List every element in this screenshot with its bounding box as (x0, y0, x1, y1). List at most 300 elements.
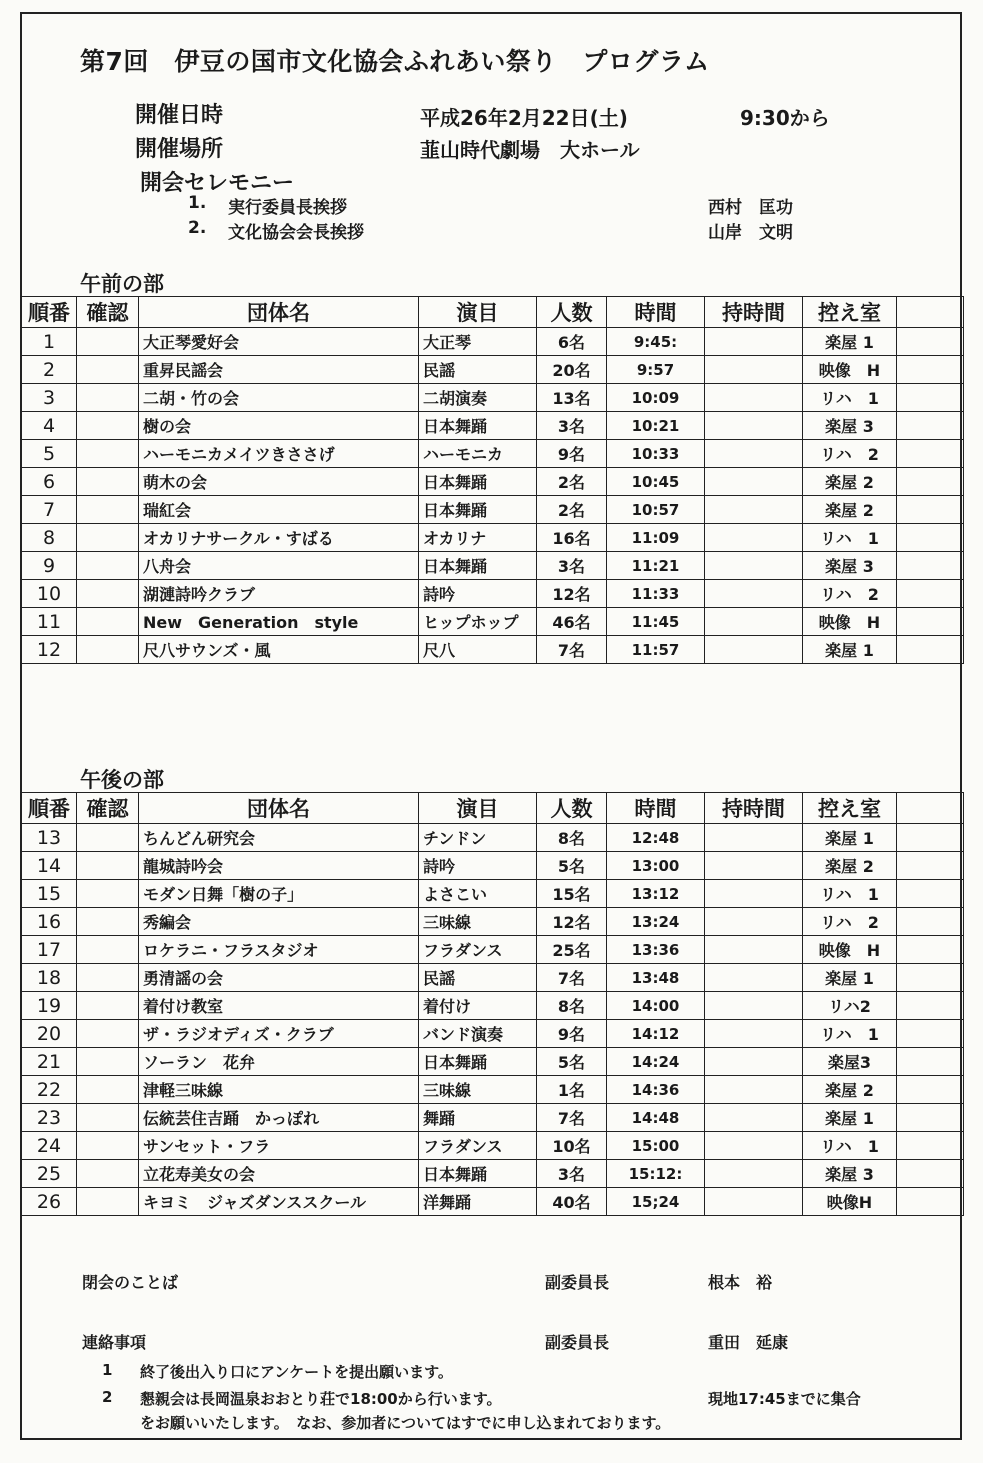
group-name-cell: 樹の会 (139, 412, 419, 440)
place-label: 開催場所 (135, 137, 224, 162)
header-spacer (897, 793, 964, 824)
spacer-cell (897, 328, 964, 356)
time-cell: 9:45: (607, 328, 705, 356)
group-name-cell: モダン日舞「樹の子」 (139, 880, 419, 908)
group-name-cell: 着付け教室 (139, 992, 419, 1020)
duration-cell (705, 1048, 803, 1076)
spacer-cell (897, 412, 964, 440)
program-cell: 三味線 (419, 908, 537, 936)
ceremony-item-label: 実行委員長挨拶 (228, 198, 347, 218)
table-header-row (22, 793, 964, 824)
time-cell: 15;24 (607, 1188, 705, 1216)
member-count-cell: 5名 (537, 1048, 607, 1076)
closing-role: 副委員長 (545, 1273, 610, 1292)
spacer-cell (897, 552, 964, 580)
table-row (22, 636, 964, 664)
table-row (22, 1076, 964, 1104)
order-number-cell: 13 (22, 824, 77, 852)
duration-cell (705, 824, 803, 852)
spacer-cell (897, 1188, 964, 1216)
header-room: 控え室 (803, 793, 897, 824)
spacer-cell (897, 1020, 964, 1048)
member-count-cell: 40名 (537, 1188, 607, 1216)
check-cell (77, 1188, 139, 1216)
afternoon-section-title: 午後の部 (80, 768, 164, 792)
room-cell: 映像 H (803, 936, 897, 964)
time-cell: 10:09 (607, 384, 705, 412)
duration-cell (705, 908, 803, 936)
check-cell (77, 1132, 139, 1160)
group-name-cell: 大正琴愛好会 (139, 328, 419, 356)
header-order: 順番 (22, 793, 77, 824)
room-cell: 楽屋 1 (803, 328, 897, 356)
room-cell: リハ 2 (803, 440, 897, 468)
ceremony-item-no: 2. (188, 218, 207, 238)
note-number: 2 (102, 1388, 113, 1406)
program-cell: 日本舞踊 (419, 468, 537, 496)
room-cell: 楽屋 2 (803, 852, 897, 880)
duration-cell (705, 1104, 803, 1132)
program-cell: フラダンス (419, 936, 537, 964)
time-cell: 13:00 (607, 852, 705, 880)
program-cell: よさこい (419, 880, 537, 908)
group-name-cell: 湖漣詩吟クラブ (139, 580, 419, 608)
time-cell: 13:48 (607, 964, 705, 992)
check-cell (77, 1160, 139, 1188)
duration-cell (705, 852, 803, 880)
member-count-cell: 13名 (537, 384, 607, 412)
room-cell: 楽屋 3 (803, 552, 897, 580)
group-name-cell: 八舟会 (139, 552, 419, 580)
time-cell: 11:09 (607, 524, 705, 552)
member-count-cell: 9名 (537, 1020, 607, 1048)
room-cell: 映像H (803, 1188, 897, 1216)
spacer-cell (897, 608, 964, 636)
group-name-cell: 萌木の会 (139, 468, 419, 496)
group-name-cell: 津軽三味線 (139, 1076, 419, 1104)
program-cell: 着付け (419, 992, 537, 1020)
header-count: 人数 (537, 793, 607, 824)
check-cell (77, 608, 139, 636)
member-count-cell: 2名 (537, 468, 607, 496)
member-count-cell: 2名 (537, 496, 607, 524)
note-text: 懇親会は長岡温泉おおとり荘で18:00から行います。 (140, 1390, 502, 1408)
time-cell: 14:48 (607, 1104, 705, 1132)
member-count-cell: 6名 (537, 328, 607, 356)
program-cell: 民謡 (419, 964, 537, 992)
date-value: 平成26年2月22日(土) (420, 106, 628, 130)
group-name-cell: 勇清謡の会 (139, 964, 419, 992)
duration-cell (705, 384, 803, 412)
table-row (22, 468, 964, 496)
table-row (22, 356, 964, 384)
order-number-cell: 21 (22, 1048, 77, 1076)
order-number-cell: 12 (22, 636, 77, 664)
group-name-cell: 重昇民謡会 (139, 356, 419, 384)
order-number-cell: 25 (22, 1160, 77, 1188)
header-group-name: 団体名 (139, 297, 419, 328)
program-cell: 日本舞踊 (419, 552, 537, 580)
check-cell (77, 552, 139, 580)
program-cell: ハーモニカ (419, 440, 537, 468)
room-cell: 楽屋 1 (803, 1104, 897, 1132)
check-cell (77, 524, 139, 552)
time-cell: 10:45 (607, 468, 705, 496)
table-row (22, 580, 964, 608)
header-spacer (897, 297, 964, 328)
table-row (22, 936, 964, 964)
order-number-cell: 10 (22, 580, 77, 608)
table-row (22, 1160, 964, 1188)
order-number-cell: 5 (22, 440, 77, 468)
member-count-cell: 3名 (537, 412, 607, 440)
contact-person: 重田 延康 (708, 1333, 789, 1352)
header-program: 演目 (419, 297, 537, 328)
order-number-cell: 11 (22, 608, 77, 636)
order-number-cell: 16 (22, 908, 77, 936)
program-cell: バンド演奏 (419, 1020, 537, 1048)
duration-cell (705, 992, 803, 1020)
time-cell: 15:00 (607, 1132, 705, 1160)
group-name-cell: 瑞紅会 (139, 496, 419, 524)
order-number-cell: 7 (22, 496, 77, 524)
program-cell: 詩吟 (419, 852, 537, 880)
group-name-cell: 二胡・竹の会 (139, 384, 419, 412)
closing-label: 閉会のことば (82, 1273, 179, 1292)
room-cell: 楽屋 1 (803, 824, 897, 852)
room-cell: リハ 1 (803, 1132, 897, 1160)
order-number-cell: 15 (22, 880, 77, 908)
order-number-cell: 18 (22, 964, 77, 992)
spacer-cell (897, 524, 964, 552)
header-room: 控え室 (803, 297, 897, 328)
check-cell (77, 936, 139, 964)
order-number-cell: 23 (22, 1104, 77, 1132)
room-cell: 楽屋 2 (803, 1076, 897, 1104)
order-number-cell: 4 (22, 412, 77, 440)
header-check: 確認 (77, 793, 139, 824)
group-name-cell: サンセット・フラ (139, 1132, 419, 1160)
morning-section-title: 午前の部 (80, 272, 164, 296)
member-count-cell: 5名 (537, 852, 607, 880)
table-row (22, 1048, 964, 1076)
duration-cell (705, 936, 803, 964)
duration-cell (705, 1160, 803, 1188)
member-count-cell: 15名 (537, 880, 607, 908)
header-count: 人数 (537, 297, 607, 328)
member-count-cell: 46名 (537, 608, 607, 636)
room-cell: 映像 H (803, 356, 897, 384)
check-cell (77, 636, 139, 664)
program-cell: フラダンス (419, 1132, 537, 1160)
group-name-cell: New Generation style (139, 608, 419, 636)
spacer-cell (897, 1048, 964, 1076)
table-row (22, 964, 964, 992)
duration-cell (705, 524, 803, 552)
group-name-cell: ソーラン 花弁 (139, 1048, 419, 1076)
morning-rows (22, 328, 964, 664)
header-group-name: 団体名 (139, 793, 419, 824)
check-cell (77, 468, 139, 496)
program-cell: オカリナ (419, 524, 537, 552)
room-cell: リハ 1 (803, 384, 897, 412)
table-row (22, 992, 964, 1020)
member-count-cell: 10名 (537, 1132, 607, 1160)
duration-cell (705, 328, 803, 356)
room-cell: 楽屋 2 (803, 496, 897, 524)
ceremony-item-label: 文化協会会長挨拶 (228, 223, 364, 243)
table-row (22, 552, 964, 580)
note-continuation: をお願いいたします。 なお、参加者についてはすでに申し込まれております。 (140, 1414, 671, 1432)
duration-cell (705, 552, 803, 580)
spacer-cell (897, 636, 964, 664)
check-cell (77, 880, 139, 908)
afternoon-program-table (21, 792, 964, 1216)
room-cell: リハ 2 (803, 908, 897, 936)
order-number-cell: 8 (22, 524, 77, 552)
order-number-cell: 24 (22, 1132, 77, 1160)
morning-program-table (21, 296, 964, 664)
group-name-cell: オカリナサークル・すばる (139, 524, 419, 552)
check-cell (77, 852, 139, 880)
table-row (22, 1188, 964, 1216)
order-number-cell: 22 (22, 1076, 77, 1104)
duration-cell (705, 356, 803, 384)
order-number-cell: 3 (22, 384, 77, 412)
spacer-cell (897, 852, 964, 880)
table-row (22, 852, 964, 880)
document-frame (20, 12, 962, 1440)
check-cell (77, 908, 139, 936)
order-number-cell: 1 (22, 328, 77, 356)
duration-cell (705, 496, 803, 524)
header-check: 確認 (77, 297, 139, 328)
room-cell: リハ 1 (803, 1020, 897, 1048)
order-number-cell: 6 (22, 468, 77, 496)
group-name-cell: 伝統芸住吉踊 かっぽれ (139, 1104, 419, 1132)
duration-cell (705, 964, 803, 992)
room-cell: 映像 H (803, 608, 897, 636)
duration-cell (705, 1076, 803, 1104)
header-program: 演目 (419, 793, 537, 824)
time-cell: 14:24 (607, 1048, 705, 1076)
member-count-cell: 12名 (537, 580, 607, 608)
room-cell: リハ2 (803, 992, 897, 1020)
header-time: 時間 (607, 297, 705, 328)
duration-cell (705, 1020, 803, 1048)
check-cell (77, 1076, 139, 1104)
duration-cell (705, 412, 803, 440)
spacer-cell (897, 880, 964, 908)
order-number-cell: 20 (22, 1020, 77, 1048)
time-cell: 13:12 (607, 880, 705, 908)
duration-cell (705, 1188, 803, 1216)
member-count-cell: 8名 (537, 824, 607, 852)
order-number-cell: 26 (22, 1188, 77, 1216)
time-cell: 10:33 (607, 440, 705, 468)
duration-cell (705, 1132, 803, 1160)
ceremony-item-no: 1. (188, 193, 207, 213)
spacer-cell (897, 1076, 964, 1104)
member-count-cell: 3名 (537, 1160, 607, 1188)
group-name-cell: 尺八サウンズ・風 (139, 636, 419, 664)
program-cell: 日本舞踊 (419, 1048, 537, 1076)
group-name-cell: キヨミ ジャズダンススクール (139, 1188, 419, 1216)
program-cell: 三味線 (419, 1076, 537, 1104)
spacer-cell (897, 1104, 964, 1132)
order-number-cell: 17 (22, 936, 77, 964)
table-row (22, 384, 964, 412)
afternoon-rows (22, 824, 964, 1216)
spacer-cell (897, 468, 964, 496)
time-cell: 11:21 (607, 552, 705, 580)
time-cell: 14:12 (607, 1020, 705, 1048)
member-count-cell: 20名 (537, 356, 607, 384)
spacer-cell (897, 580, 964, 608)
room-cell: 楽屋3 (803, 1048, 897, 1076)
time-cell: 13:36 (607, 936, 705, 964)
table-row (22, 328, 964, 356)
time-cell: 11:57 (607, 636, 705, 664)
table-row (22, 440, 964, 468)
table-row (22, 524, 964, 552)
table-row (22, 1104, 964, 1132)
spacer-cell (897, 936, 964, 964)
header-duration: 持時間 (705, 793, 803, 824)
order-number-cell: 9 (22, 552, 77, 580)
group-name-cell: ハーモニカメイツきささげ (139, 440, 419, 468)
program-cell: 舞踊 (419, 1104, 537, 1132)
table-row (22, 824, 964, 852)
member-count-cell: 25名 (537, 936, 607, 964)
note-text: 終了後出入り口にアンケートを提出願います。 (140, 1363, 453, 1381)
check-cell (77, 440, 139, 468)
time-cell: 11:33 (607, 580, 705, 608)
room-cell: リハ 1 (803, 880, 897, 908)
contact-role: 副委員長 (545, 1333, 610, 1352)
member-count-cell: 8名 (537, 992, 607, 1020)
program-cell: 日本舞踊 (419, 1160, 537, 1188)
spacer-cell (897, 440, 964, 468)
table-header-row (22, 297, 964, 328)
note-number: 1 (102, 1361, 113, 1379)
member-count-cell: 7名 (537, 1104, 607, 1132)
spacer-cell (897, 356, 964, 384)
time-cell: 12:48 (607, 824, 705, 852)
header-time: 時間 (607, 793, 705, 824)
table-row (22, 1132, 964, 1160)
place-value: 韮山時代劇場 大ホール (420, 138, 640, 162)
table-row (22, 880, 964, 908)
program-cell: チンドン (419, 824, 537, 852)
room-cell: 楽屋 2 (803, 468, 897, 496)
check-cell (77, 356, 139, 384)
room-cell: リハ 1 (803, 524, 897, 552)
spacer-cell (897, 824, 964, 852)
program-cell: 大正琴 (419, 328, 537, 356)
room-cell: 楽屋 1 (803, 636, 897, 664)
room-cell: 楽屋 3 (803, 1160, 897, 1188)
table-row (22, 608, 964, 636)
time-cell: 13:24 (607, 908, 705, 936)
date-label: 開催日時 (135, 103, 224, 128)
spacer-cell (897, 908, 964, 936)
spacer-cell (897, 384, 964, 412)
check-cell (77, 1048, 139, 1076)
check-cell (77, 580, 139, 608)
check-cell (77, 328, 139, 356)
spacer-cell (897, 496, 964, 524)
time-cell: 14:36 (607, 1076, 705, 1104)
note-extra: 現地17:45までに集合 (708, 1390, 861, 1408)
time-cell: 10:21 (607, 412, 705, 440)
contact-label: 連絡事項 (82, 1333, 147, 1352)
group-name-cell: ロケラニ・フラスタジオ (139, 936, 419, 964)
program-cell: 民謡 (419, 356, 537, 384)
member-count-cell: 16名 (537, 524, 607, 552)
closing-person: 根本 裕 (708, 1273, 773, 1292)
header-duration: 持時間 (705, 297, 803, 328)
time-cell: 11:45 (607, 608, 705, 636)
program-cell: 尺八 (419, 636, 537, 664)
ceremony-label: 開会セレモニー (140, 171, 295, 196)
group-name-cell: 秀編会 (139, 908, 419, 936)
duration-cell (705, 440, 803, 468)
check-cell (77, 384, 139, 412)
check-cell (77, 496, 139, 524)
table-row (22, 1020, 964, 1048)
check-cell (77, 824, 139, 852)
check-cell (77, 1104, 139, 1132)
check-cell (77, 992, 139, 1020)
room-cell: リハ 2 (803, 580, 897, 608)
header-order: 順番 (22, 297, 77, 328)
program-cell: 日本舞踊 (419, 496, 537, 524)
check-cell (77, 1020, 139, 1048)
member-count-cell: 9名 (537, 440, 607, 468)
member-count-cell: 12名 (537, 908, 607, 936)
time-cell: 10:57 (607, 496, 705, 524)
order-number-cell: 2 (22, 356, 77, 384)
ceremony-item-person: 山岸 文明 (708, 223, 793, 243)
order-number-cell: 19 (22, 992, 77, 1020)
group-name-cell: ザ・ラジオディズ・クラブ (139, 1020, 419, 1048)
program-cell: 日本舞踊 (419, 412, 537, 440)
room-cell: 楽屋 3 (803, 412, 897, 440)
program-cell: 洋舞踊 (419, 1188, 537, 1216)
program-cell: 二胡演奏 (419, 384, 537, 412)
start-time: 9:30から (740, 106, 830, 130)
duration-cell (705, 580, 803, 608)
duration-cell (705, 608, 803, 636)
time-cell: 14:00 (607, 992, 705, 1020)
time-cell: 9:57 (607, 356, 705, 384)
table-row (22, 412, 964, 440)
duration-cell (705, 468, 803, 496)
page-title: 第7回 伊豆の国市文化協会ふれあい祭り プログラム (80, 47, 710, 76)
duration-cell (705, 636, 803, 664)
spacer-cell (897, 1160, 964, 1188)
order-number-cell: 14 (22, 852, 77, 880)
table-row (22, 908, 964, 936)
member-count-cell: 3名 (537, 552, 607, 580)
member-count-cell: 7名 (537, 636, 607, 664)
check-cell (77, 964, 139, 992)
member-count-cell: 1名 (537, 1076, 607, 1104)
spacer-cell (897, 964, 964, 992)
member-count-cell: 7名 (537, 964, 607, 992)
group-name-cell: ちんどん研究会 (139, 824, 419, 852)
